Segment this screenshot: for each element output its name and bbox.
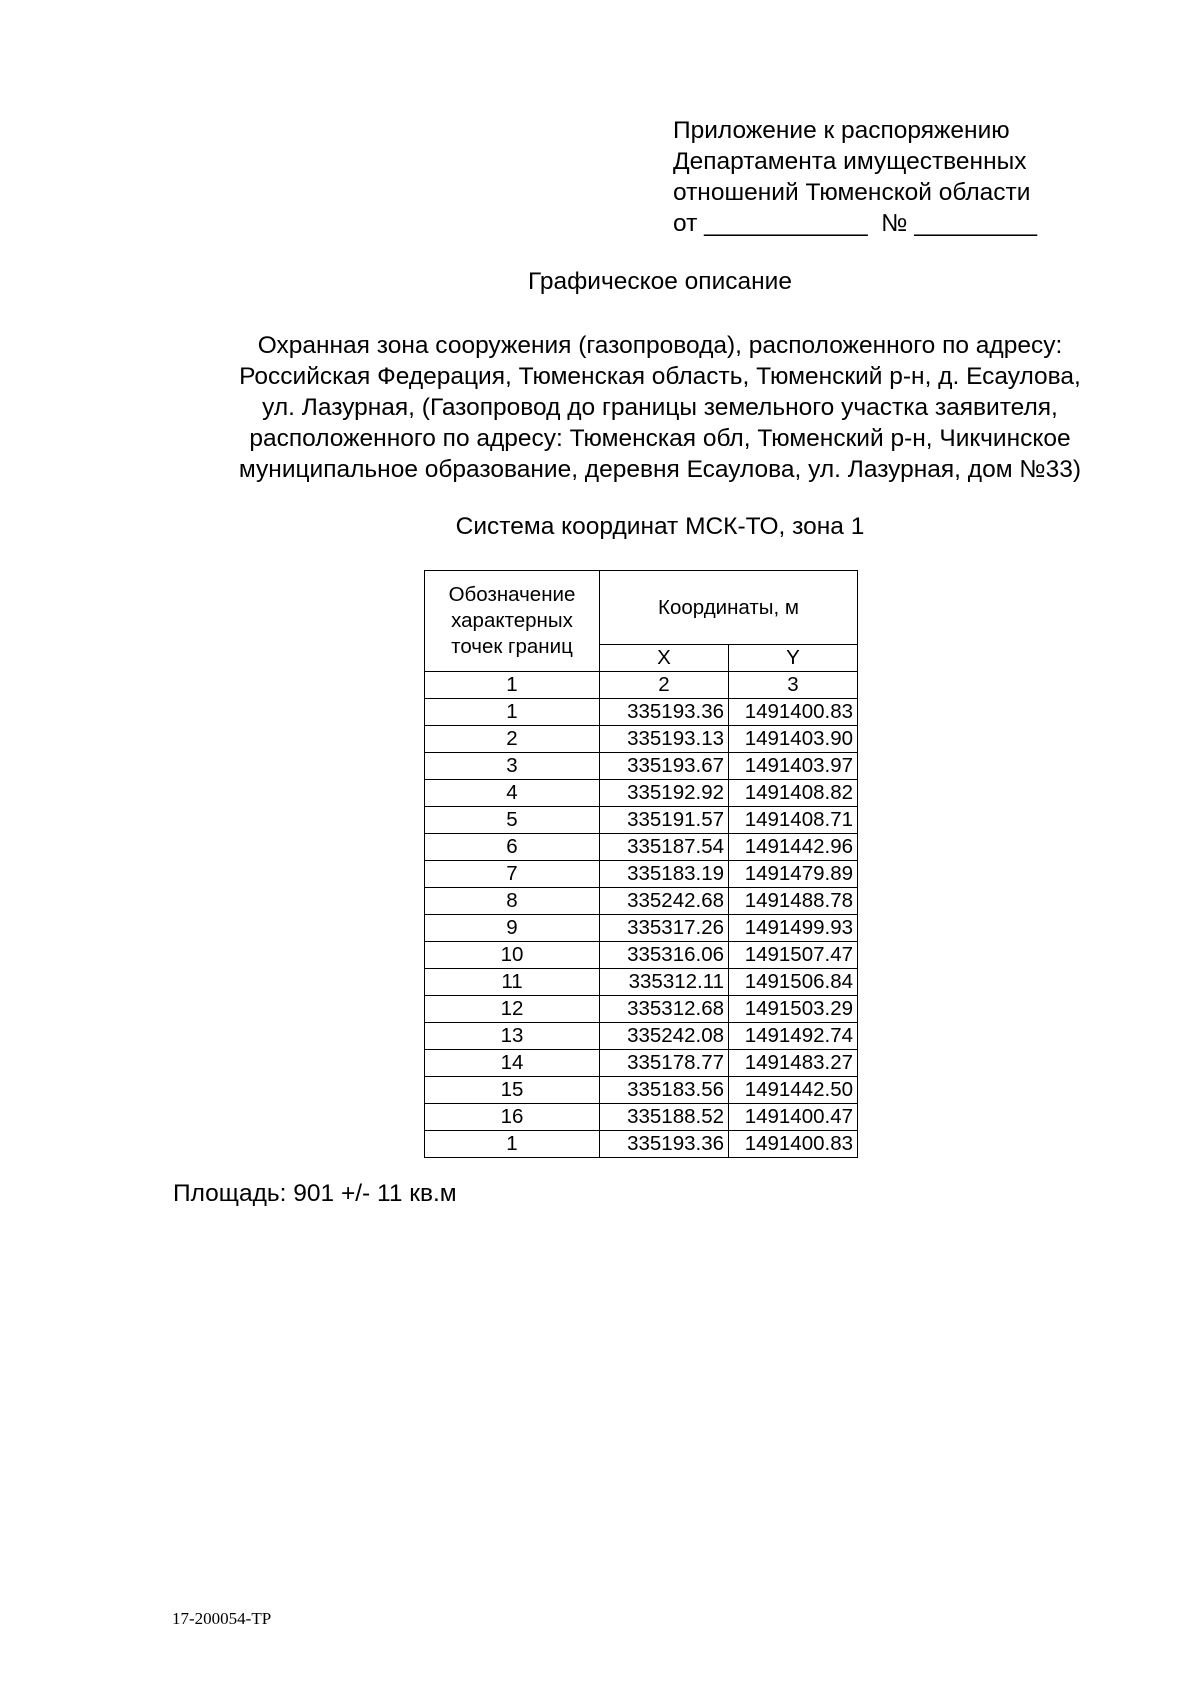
y-coordinate-cell: 1491506.84 xyxy=(729,969,858,996)
table-row xyxy=(425,1023,858,1050)
point-cell: 11 xyxy=(425,969,600,996)
table-row xyxy=(425,915,858,942)
point-cell: 14 xyxy=(425,1050,600,1077)
appendix-header xyxy=(673,115,1133,239)
table-row xyxy=(425,726,858,753)
y-coordinate-cell: 1491503.29 xyxy=(729,996,858,1023)
y-coordinate-cell: 1491507.47 xyxy=(729,942,858,969)
x-coordinate-cell: 335178.77 xyxy=(600,1050,729,1077)
y-coordinate-cell: 1491442.96 xyxy=(729,834,858,861)
x-column-header: X xyxy=(600,645,729,672)
x-coordinate-cell: 335312.68 xyxy=(600,996,729,1023)
x-coordinate-cell: 335192.92 xyxy=(600,780,729,807)
y-column-header: Y xyxy=(729,645,858,672)
designation-header xyxy=(425,571,600,672)
document-title: Графическое описание xyxy=(528,268,792,295)
appendix-line: Приложение к распоряжению xyxy=(673,117,1010,144)
point-cell: 4 xyxy=(425,780,600,807)
x-coordinate-cell: 335193.36 xyxy=(600,699,729,726)
x-coordinate-cell: 335193.67 xyxy=(600,753,729,780)
area-label: Площадь: 901 +/- 11 кв.м xyxy=(173,1180,457,1207)
table-row xyxy=(425,753,858,780)
appendix-date-number-line: от ____________ № _________ xyxy=(673,210,1037,237)
x-coordinate-cell: 335188.52 xyxy=(600,1104,729,1131)
y-coordinate-cell: 1491400.83 xyxy=(729,1131,858,1158)
object-description xyxy=(150,330,1170,485)
table-row xyxy=(425,861,858,888)
table-row xyxy=(425,1131,858,1158)
point-cell: 10 xyxy=(425,942,600,969)
point-cell: 12 xyxy=(425,996,600,1023)
y-coordinate-cell: 1491400.83 xyxy=(729,699,858,726)
point-cell: 3 xyxy=(425,753,600,780)
point-cell: 8 xyxy=(425,888,600,915)
x-coordinate-cell: 335317.26 xyxy=(600,915,729,942)
coordinate-system-label: Система координат МСК-ТО, зона 1 xyxy=(455,513,865,540)
y-coordinate-cell: 1491403.90 xyxy=(729,726,858,753)
table-row xyxy=(425,807,858,834)
appendix-line: Департамента имущественных xyxy=(673,148,1027,175)
y-coordinate-cell: 1491408.82 xyxy=(729,780,858,807)
point-cell: 1 xyxy=(425,1131,600,1158)
x-coordinate-cell: 335242.08 xyxy=(600,1023,729,1050)
table-row xyxy=(425,1050,858,1077)
table-row xyxy=(425,888,858,915)
table-row xyxy=(425,1104,858,1131)
point-cell: 6 xyxy=(425,834,600,861)
table-row xyxy=(425,969,858,996)
x-coordinate-cell: 335316.06 xyxy=(600,942,729,969)
y-coordinate-cell: 1491483.27 xyxy=(729,1050,858,1077)
coordinates-header: Координаты, м xyxy=(600,571,858,645)
table-row xyxy=(425,780,858,807)
x-coordinate-cell: 335191.57 xyxy=(600,807,729,834)
description-line: муниципальное образование, деревня Есаулова, ул. Лазурная, дом №33) xyxy=(238,456,1082,483)
y-coordinate-cell: 1491403.97 xyxy=(729,753,858,780)
column-number: 1 xyxy=(425,672,600,699)
y-coordinate-cell: 1491488.78 xyxy=(729,888,858,915)
description-line: Охранная зона сооружения (газопровода), расположенного по адресу: xyxy=(257,332,1063,359)
x-coordinate-cell: 335187.54 xyxy=(600,834,729,861)
x-coordinate-cell: 335183.19 xyxy=(600,861,729,888)
y-coordinate-cell: 1491479.89 xyxy=(729,861,858,888)
point-cell: 13 xyxy=(425,1023,600,1050)
point-cell: 9 xyxy=(425,915,600,942)
table-row xyxy=(425,996,858,1023)
x-coordinate-cell: 335312.11 xyxy=(600,969,729,996)
table-row xyxy=(425,942,858,969)
table-row xyxy=(425,699,858,726)
description-line: расположенного по адресу: Тюменская обл, Тюменский р-н, Чикчинское xyxy=(249,425,1071,452)
point-cell: 7 xyxy=(425,861,600,888)
table-row xyxy=(425,1077,858,1104)
y-coordinate-cell: 1491442.50 xyxy=(729,1077,858,1104)
column-number-row xyxy=(425,672,858,699)
x-coordinate-cell: 335193.13 xyxy=(600,726,729,753)
y-coordinate-cell: 1491400.47 xyxy=(729,1104,858,1131)
description-line: ул. Лазурная, (Газопровод до границы земельного участка заявителя, xyxy=(262,394,1058,421)
point-cell: 5 xyxy=(425,807,600,834)
x-coordinate-cell: 335242.68 xyxy=(600,888,729,915)
y-coordinate-cell: 1491492.74 xyxy=(729,1023,858,1050)
y-coordinate-cell: 1491499.93 xyxy=(729,915,858,942)
document-code: 17-200054-ТР xyxy=(172,1609,272,1628)
column-number: 3 xyxy=(729,672,858,699)
coordinates-table xyxy=(424,570,858,1158)
column-number: 2 xyxy=(600,672,729,699)
point-cell: 16 xyxy=(425,1104,600,1131)
point-cell: 15 xyxy=(425,1077,600,1104)
coordinates-table-body xyxy=(425,672,858,1158)
appendix-line: отношений Тюменской области xyxy=(673,179,1031,206)
designation-header-line: точек границ xyxy=(451,635,573,658)
y-coordinate-cell: 1491408.71 xyxy=(729,807,858,834)
point-cell: 2 xyxy=(425,726,600,753)
point-cell: 1 xyxy=(425,699,600,726)
x-coordinate-cell: 335183.56 xyxy=(600,1077,729,1104)
designation-header-line: Обозначение xyxy=(448,583,576,606)
table-row xyxy=(425,834,858,861)
designation-header-line: характерных xyxy=(451,609,573,632)
description-line: Российская Федерация, Тюменская область, Тюменский р-н, д. Есаулова, xyxy=(239,363,1081,390)
x-coordinate-cell: 335193.36 xyxy=(600,1131,729,1158)
